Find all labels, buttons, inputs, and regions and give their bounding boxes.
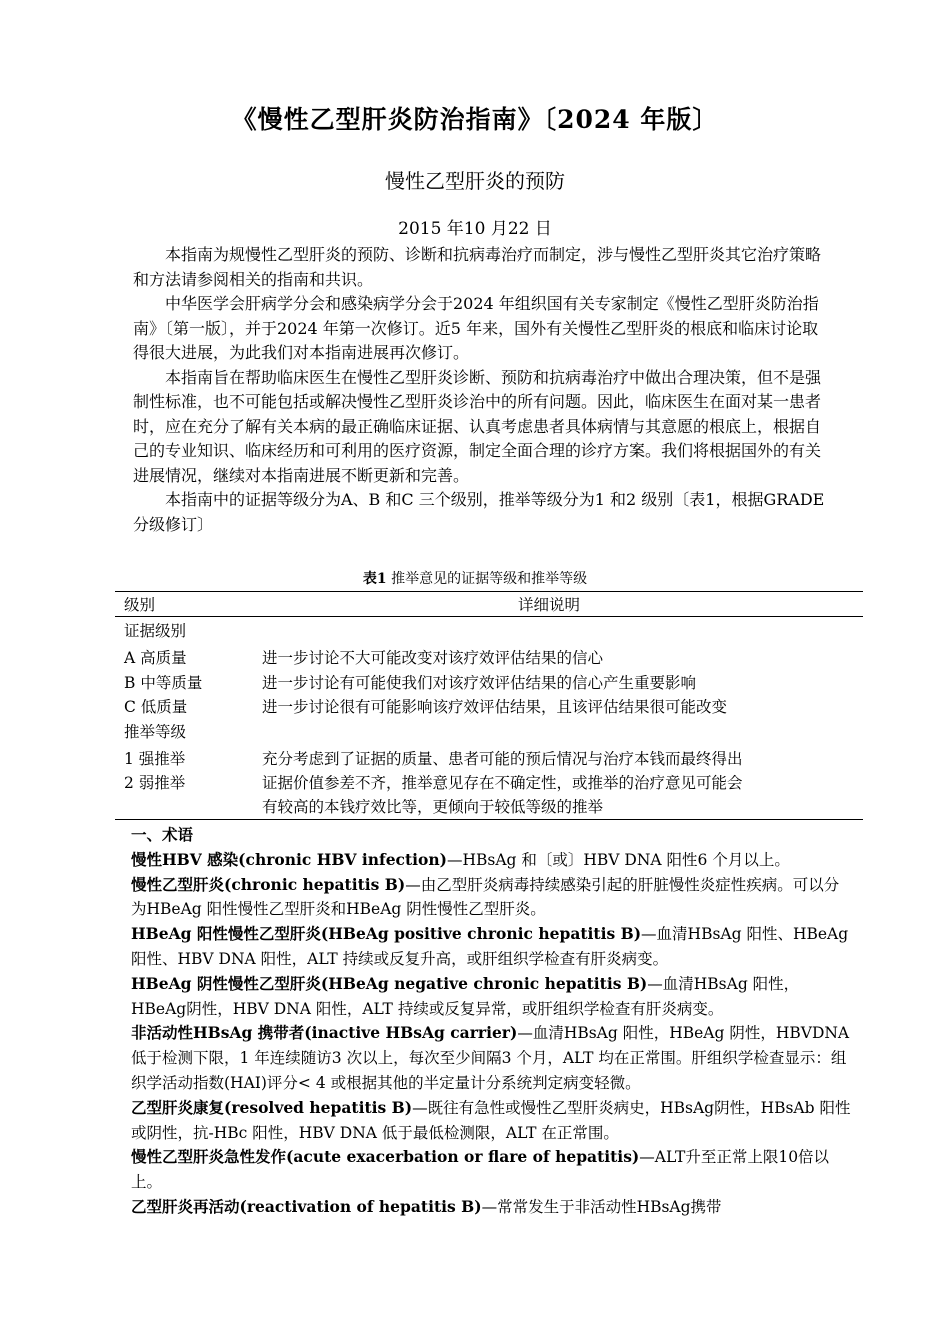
table-cell-grade: 推举等级 [124, 723, 187, 741]
term-definition: —血清HBsAg 阳性，HBeAg 阴性，HBVDNA 低于检测下限，1 年连续随访3 次以上，每次至少间隔3 个月，ALT 均在正常围。肝组织学检查显示：组织学活动指数(HAI)评分< 4 或根据其他的半定量计分系统判定病变轻微。 [131, 1024, 850, 1092]
intro-paragraph: 中华医学会肝病学分会和感染病学分会于2024 年组织国有关专家制定《慢性乙型肝炎防治指南》〔第一版〕，并于2024 年第一次修订。近5 年来，国外有关慢性乙型肝炎的根底和临床讨论取得很大进展，为此我们对本指南进展再次修订。 [133, 294, 819, 362]
table-cell-grade: B 中等质量 [124, 674, 203, 692]
table-cell-grade: 2 弱推举 [124, 774, 186, 792]
table-caption-number: 表1 [362, 571, 387, 587]
table-cell-description: 充分考虑到了证据的质量、患者可能的预后情况与治疗本钱而最终得出 [262, 750, 743, 768]
term-definition: —常常发生于非活动性HBsAg携带 [481, 1197, 722, 1216]
intro-paragraph: 本指南为规慢性乙型肝炎的预防、诊断和抗病毒治疗而制定，涉与慢性乙型肝炎其它治疗策略和方法请参阅相关的指南和共识。 [133, 245, 822, 289]
term-entry [131, 1145, 851, 1195]
intro-paragraph: 本指南中的证据等级分为A、B 和C 三个级别，推举等级分为1 和2 级别〔表1，根据GRADE 分级修订〕 [133, 490, 825, 534]
table-cell-grade: C 低质量 [124, 698, 188, 716]
document-date: 2015 年10 月22 日 [398, 219, 552, 239]
term-entry [131, 873, 851, 923]
table-cell-description: 进一步讨论很有可能影响该疗效评估结果，且该评估结果很可能改变 [262, 698, 728, 716]
term-definition: —血清HBsAg 阳性、HBeAg阳性、HBV DNA 阳性，ALT 持续或反复升高，或肝组织学检查有肝炎病变。 [131, 925, 849, 968]
terminology-section [131, 823, 851, 1220]
term-name: 非活动性HBsAg 携带者(inactive HBsAg carrier) [131, 1023, 518, 1043]
term-entry [131, 1195, 851, 1220]
table-header-rule [115, 616, 863, 617]
table-header-grade: 级别 [124, 596, 156, 614]
table-cell-description: 有较高的本钱疗效比等，更倾向于较低等级的推举 [262, 798, 604, 816]
term-name: 慢性乙型肝炎(chronic hepatitis B) [131, 874, 406, 894]
term-name: 慢性乙型肝炎急性发作(acute exacerbation or flare of hepatitis) [131, 1147, 640, 1167]
term-entry [131, 848, 851, 873]
term-entry [131, 1096, 851, 1146]
term-entry [131, 922, 851, 972]
table-header-description: 详细说明 [518, 596, 581, 614]
term-definition: —既往有急性或慢性乙型肝炎病史，HBsAg阴性，HBsAb 阳性或阴性，抗-HBc 阳性，HBV DNA 低于最低检测限，ALT 在正常围。 [131, 1098, 851, 1142]
term-name: 慢性HBV 感染(chronic HBV infection) [131, 849, 447, 869]
term-name: 乙型肝炎再活动(reactivation of hepatitis B) [131, 1196, 482, 1216]
document-title: 《慢性乙型肝炎防治指南》〔2024 年版〕 [231, 105, 719, 134]
table-cell-description: 进一步讨论不大可能改变对该疗效评估结果的信心 [262, 649, 604, 667]
term-definition: —ALT升至正常上限10倍以上。 [131, 1148, 830, 1192]
intro-paragraph: 本指南旨在帮助临床医生在慢性乙型肝炎诊断、预防和抗病毒治疗中做出合理决策，但不是强制性标准，也不可能包括或解决慢性乙型肝炎诊治中的所有问题。因此，临床医生在面对某一患者时，应在充分了解有关本病的最正确临床证据、认真考虑患者具体病情与其意愿的根底上，根据自己的专业知识、临床经历和可利用的医疗资源，制定全面合理的诊疗方案。我们将根据国外的有关进展情况，继续对本指南进展不断更新和完善。 [133, 367, 822, 485]
table-cell-description: 进一步讨论有可能使我们对该疗效评估结果的信心产生重要影响 [262, 674, 697, 692]
term-definition: —血清HBsAg 阳性，HBeAg阴性，HBV DNA 阳性，ALT 持续或反复异常，或肝组织学检查有肝炎病变。 [131, 974, 800, 1018]
term-entry [131, 1021, 851, 1095]
table-cell-grade: A 高质量 [124, 649, 187, 667]
table-cell-grade: 1 强推举 [124, 750, 186, 768]
table-caption [0, 568, 950, 588]
document-subtitle: 慢性乙型肝炎的预防 [385, 169, 565, 193]
term-name: HBeAg 阴性慢性乙型肝炎(HBeAg negative chronic hepatitis B) [131, 973, 648, 993]
term-name: 乙型肝炎康复(resolved hepatitis B) [131, 1097, 413, 1117]
table-cell-grade: 证据级别 [124, 622, 187, 640]
term-definition: —HBsAg 和〔或〕HBV DNA 阳性6 个月以上。 [447, 850, 790, 869]
table-cell-description: 证据价值参差不齐，推举意见存在不确定性，或推举的治疗意见可能会 [262, 774, 743, 792]
table-bottom-rule [115, 819, 863, 820]
section-heading: 一、术语 [131, 825, 194, 844]
table-top-rule [115, 591, 863, 592]
intro-section [133, 243, 833, 537]
term-name: HBeAg 阳性慢性乙型肝炎(HBeAg positive chronic hepatitis B) [131, 924, 642, 944]
term-entry [131, 972, 851, 1022]
term-definition: —由乙型肝炎病毒持续感染引起的肝脏慢性炎症性疾病。可以分为HBeAg 阳性慢性乙型肝炎和HBeAg 阴性慢性乙型肝炎。 [131, 875, 840, 919]
table-caption-text: 推举意见的证据等级和推举等级 [386, 571, 588, 587]
